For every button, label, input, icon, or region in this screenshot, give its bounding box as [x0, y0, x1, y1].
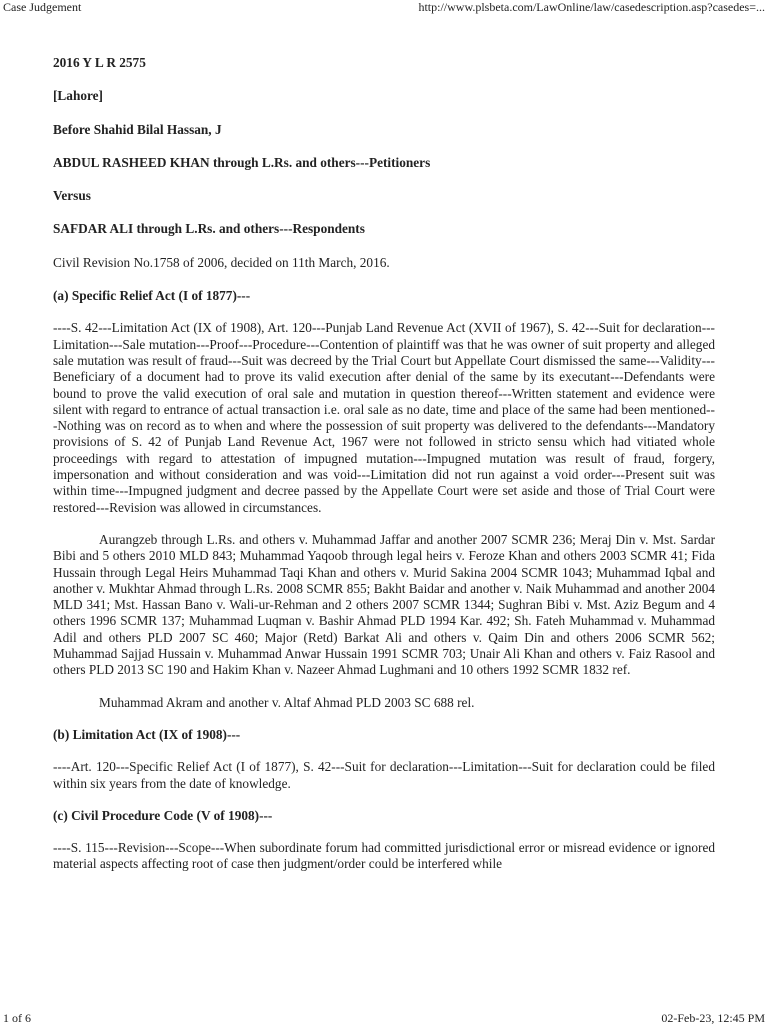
section-heading-a: (a) Specific Relief Act (I of 1877)---	[53, 288, 251, 304]
section-a-body: ----S. 42---Limitation Act (IX of 1908), Art. 120---Punjab Land Revenue Act (XVII of 1967), S. 42---Suit for declaration---Limitation---Sale mutation---Proof---Procedure---Contention of plaintiff was that he was owner of suit property and alleged sale mutation was result of fraud---Suit was decreed by the Trial Court but Appellate Court dismissed the same---Validity---Beneficiary of a document had to prove its valid execution after denial of the same by its executant---Defendants were bound to prove the valid execution of oral sale and mutation in question thereof---Written statement and evidence were silent with regard to entrance of actual transaction i.e. oral sale as no date, time and place of the same had been mentioned---Nothing was on record as to when and where the possession of suit property was delivered to the defendants---Mandatory provisions of S. 42 of Punjab Land Revenue Act, 1967 were not followed in stricto sensu which had vitiated whole proceedings with regard to attestation of impugned mutation---Impugned mutation was result of fraud, forgery, impersonation and without consideration and was void---Limitation did not run against a void order---Present suit was within time---Impugned judgment and decree passed by the Appellate Court were set aside and those of Trial Court were restored---Revision was allowed in circumstances.	[53, 320, 715, 515]
section-c-body: ----S. 115---Revision---Scope---When subordinate forum had committed jurisdictional error or misread evidence or ignored material aspects affecting root of case then judgment/order could be interfered while	[53, 840, 715, 872]
print-header-title: Case Judgement	[3, 0, 82, 14]
section-heading-b: (b) Limitation Act (IX of 1908)---	[53, 726, 241, 742]
print-header	[0, 0, 768, 14]
section-a-relied: Muhammad Akram and another v. Altaf Ahmad PLD 2003 SC 688 rel.	[99, 694, 475, 710]
section-heading-c: (c) Civil Procedure Code (V of 1908)---	[53, 807, 273, 823]
citation: 2016 Y L R 2575	[53, 55, 146, 70]
print-header-url: http://www.plsbeta.com/LawOnline/law/casedescription.asp?casedes=...	[418, 0, 765, 14]
court-name: [Lahore]	[53, 88, 103, 104]
print-timestamp: 02-Feb-23, 12:45 PM	[661, 1011, 765, 1025]
versus: Versus	[53, 188, 91, 204]
print-footer	[0, 1011, 768, 1025]
petitioners: ABDUL RASHEED KHAN through L.Rs. and others---Petitioners	[53, 154, 431, 170]
bench: Before Shahid Bilal Hassan, J	[53, 121, 222, 137]
respondents: SAFDAR ALI through L.Rs. and others---Respondents	[53, 221, 365, 237]
section-a-references: Aurangzeb through L.Rs. and others v. Muhammad Jaffar and another 2007 SCMR 236; Meraj Din v. Mst. Sardar Bibi and 5 others 2010 MLD 843; Muhammad Yaqoob through legal heirs v. Feroze Khan and others 2003 SCMR 41; Fida Hussain through Legal Heirs Muhammad Taqi Khan and others v. Murid Sakina 2004 SCMR 1043; Muhammad Iqbal and another v. Mukhtar Ahmad through L.Rs. 2008 SCMR 855; Bakht Baidar and another v. Naik Muhammad and another 2004 MLD 341; Mst. Hassan Bano v. Wali-ur-Rehman and 2 others 2007 SCMR 1344; Sughran Bibi v. Mst. Aziz Begum and 4 others 1996 SCMR 137; Muhammad Luqman v. Bashir Ahmad PLD 1994 Kar. 492; Sh. Fateh Muhammad v. Muhammad Adil and others PLD 2007 SC 460; Major (Retd) Barkat Ali and others v. Qaim Din and others 2006 SCMR 562; Muhammad Sajjad Hussain v. Muhammad Anwar Hussain 1991 SCMR 703; Unair Ali Khan and others v. Faiz Rasool and others PLD 2013 SC 190 and Hakim Khan v. Nazeer Ahmad Lughmani and 10 others 1992 SCMR 1832 ref.	[53, 531, 715, 678]
section-b-body: ----Art. 120---Specific Relief Act (I of 1877), S. 42---Suit for declaration---Limitation---Suit for declaration could be filed within six years from the date of knowledge.	[53, 759, 715, 791]
case-info: Civil Revision No.1758 of 2006, decided on 11th March, 2016.	[53, 254, 390, 270]
judgement-content	[53, 55, 715, 889]
page-number: 1 of 6	[3, 1011, 31, 1025]
